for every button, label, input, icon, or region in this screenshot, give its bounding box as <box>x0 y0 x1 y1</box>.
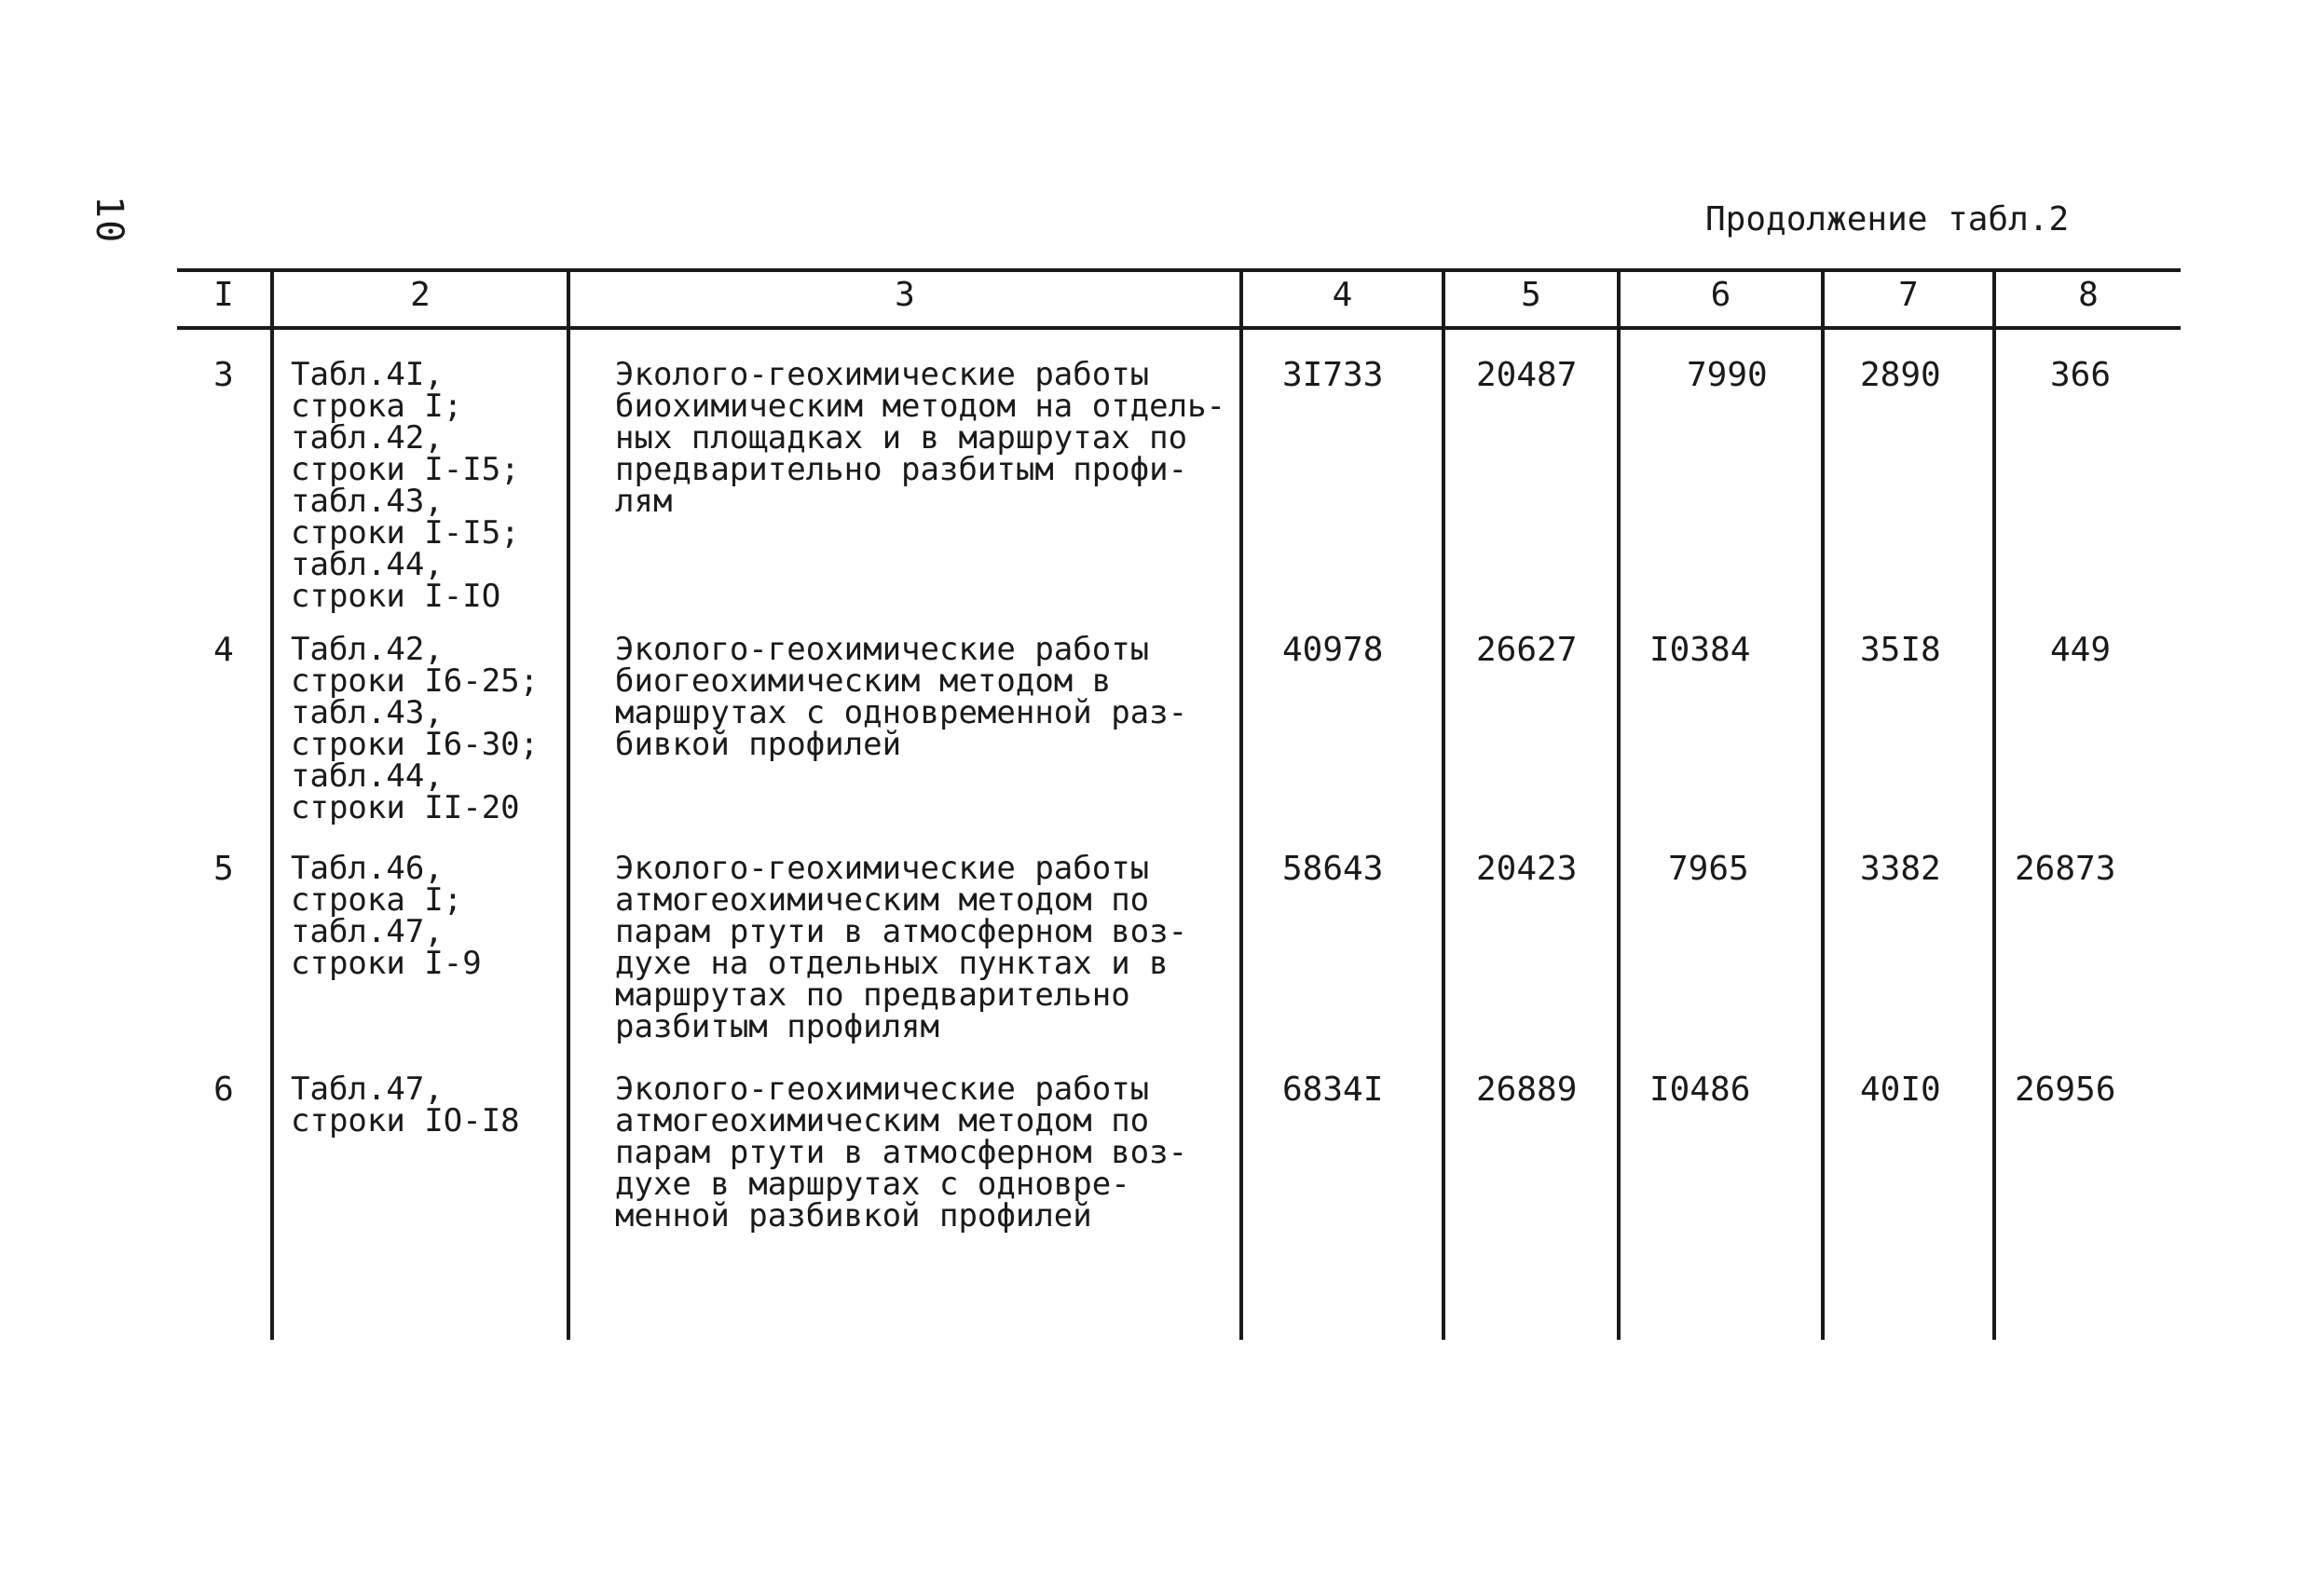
value-col-6: 7965 <box>1668 850 1749 888</box>
table-header-rule <box>177 326 2181 330</box>
value-col-4: 3I733 <box>1282 356 1384 394</box>
value-col-4: 40978 <box>1282 631 1384 669</box>
table-references: Табл.46, строка I; табл.47, строки I-9 <box>291 850 482 982</box>
value-col-5: 20423 <box>1476 850 1578 888</box>
column-divider <box>270 268 274 1340</box>
column-divider <box>1442 268 1445 1340</box>
value-col-8: 26873 <box>2015 850 2116 888</box>
value-col-4: 58643 <box>1282 850 1384 888</box>
column-divider <box>1617 268 1621 1340</box>
work-description: Эколого-геохимические работы атмогеохимическим методом по парам ртути в атмосферном воз- духе в маршрутах с одновре- менной разбивкой профилей <box>615 1071 1188 1235</box>
value-col-8: 449 <box>2050 631 2112 669</box>
row-number: 5 <box>213 850 234 888</box>
page-number: 10 <box>88 196 130 245</box>
header-cell: 3 <box>895 276 915 314</box>
table-references: Табл.4I, строка I; табл.42, строки I-I5; табл.43, строки I-I5; табл.44, строки I-IO <box>291 356 520 615</box>
header-cell: 4 <box>1332 276 1353 314</box>
value-col-7: 2890 <box>1860 356 1941 394</box>
table-references: Табл.47, строки IO-I8 <box>291 1071 520 1139</box>
value-col-5: 20487 <box>1476 356 1578 394</box>
row-number: 3 <box>213 356 234 394</box>
column-divider <box>1239 268 1243 1340</box>
value-col-6: I0486 <box>1649 1071 1751 1109</box>
header-cell: I <box>213 276 234 314</box>
column-divider <box>1992 268 1996 1340</box>
row-number: 4 <box>213 631 234 669</box>
value-col-5: 26627 <box>1476 631 1578 669</box>
value-col-8: 26956 <box>2015 1071 2116 1109</box>
table-references: Табл.42, строки I6-25; табл.43, строки I6-30; табл.44, строки II-20 <box>291 631 540 826</box>
value-col-6: I0384 <box>1649 631 1751 669</box>
header-cell: 7 <box>1898 276 1919 314</box>
row-number: 6 <box>213 1071 234 1109</box>
work-description: Эколого-геохимические работы биохимическим методом на отдель- ных площадках и в маршрутах по предварительно разбитым профи- лям <box>615 356 1226 520</box>
work-description: Эколого-геохимические работы атмогеохимическим методом по парам ртути в атмосферном воз- духе на отдельных пунктах и в маршрутах по предварительно разбитым профилям <box>615 850 1188 1045</box>
column-divider <box>1821 268 1825 1340</box>
value-col-6: 7990 <box>1687 356 1768 394</box>
value-col-7: 3382 <box>1860 850 1941 888</box>
value-col-7: 35I8 <box>1860 631 1941 669</box>
header-cell: 5 <box>1521 276 1541 314</box>
value-col-7: 40I0 <box>1860 1071 1941 1109</box>
header-cell: 8 <box>2078 276 2099 314</box>
column-divider <box>567 268 570 1340</box>
table-top-rule <box>177 268 2181 272</box>
header-cell: 2 <box>410 276 431 314</box>
work-description: Эколого-геохимические работы биогеохимическим методом в маршрутах с одновременной раз- бивкой профилей <box>615 631 1188 763</box>
value-col-8: 366 <box>2050 356 2112 394</box>
table-caption: Продолжение табл.2 <box>1705 200 2070 239</box>
value-col-5: 26889 <box>1476 1071 1578 1109</box>
value-col-4: 6834I <box>1282 1071 1384 1109</box>
header-cell: 6 <box>1710 276 1731 314</box>
